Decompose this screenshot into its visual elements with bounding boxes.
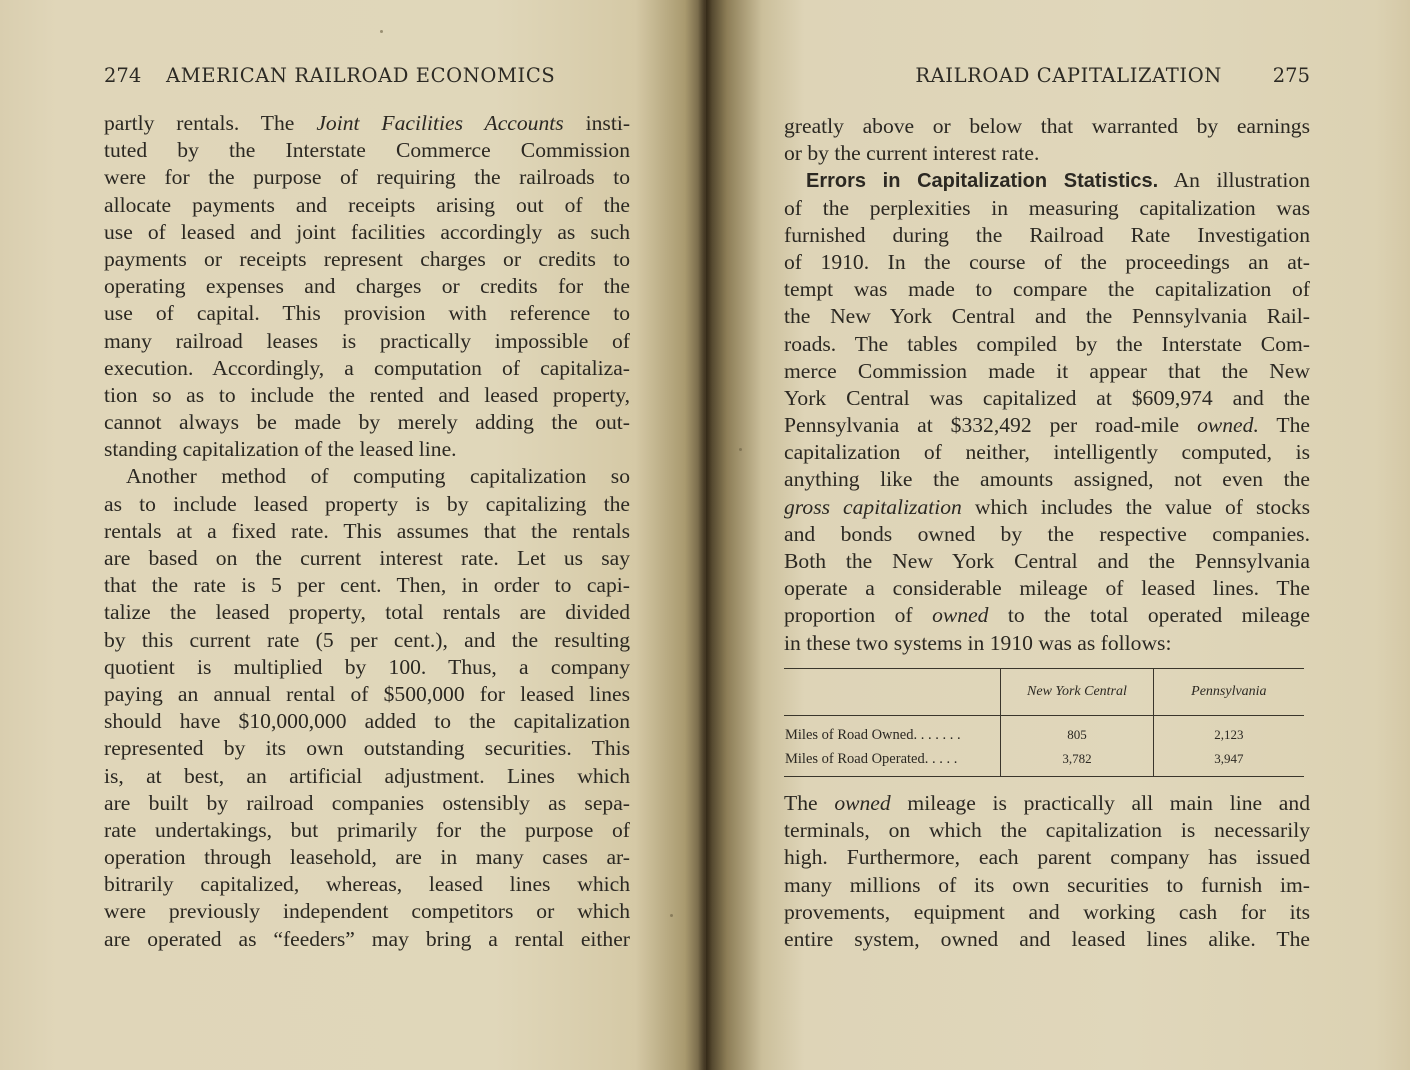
- row-label: Miles of Road Operated. . . . .: [785, 751, 958, 767]
- text-line: should have $10,000,000 added to the capitalization: [104, 709, 630, 734]
- text-line: in these two systems in 1910 was as follows:: [784, 630, 1172, 655]
- book-gutter: [698, 0, 712, 1070]
- paper-speck: [380, 30, 383, 33]
- text-line: tuted by the Interstate Commerce Commission: [104, 138, 630, 163]
- text-line: many millions of its own securities to furnish im-: [784, 872, 1310, 897]
- text-line: tempt was made to compare the capitalization of: [784, 277, 1310, 302]
- right-page-number: 275: [1272, 64, 1310, 87]
- text-line: of the perplexities in measuring capitalization was: [784, 195, 1310, 220]
- text-line: Another method of computing capitalization so: [126, 464, 630, 489]
- text-line: merce Commission made it appear that the New: [784, 358, 1310, 383]
- text-line: is, at best, an artificial adjustment. Lines which: [104, 763, 630, 788]
- text-line: are built by railroad companies ostensibly as sepa-: [104, 790, 630, 815]
- text-line: represented by its own outstanding securities. This: [104, 736, 630, 761]
- text-line: The owned mileage is practically all main line and: [784, 791, 1310, 815]
- table-header-nyc: New York Central: [1001, 669, 1153, 716]
- text-line: proportion of owned to the total operated mileage: [784, 603, 1310, 628]
- table-row: [784, 716, 1304, 748]
- text-line: payments or receipts represent charges or credits to: [104, 246, 630, 271]
- text-line: talize the leased property, total rentals are divided: [104, 600, 630, 625]
- text-line: rate undertakings, but primarily for the purpose of: [104, 817, 630, 842]
- text-line: were for the purpose of requiring the railroads to: [104, 165, 630, 190]
- text-line: greatly above or below that warranted by earnings: [784, 114, 1310, 138]
- right-running-head: [784, 64, 1310, 87]
- text-line: Both the New York Central and the Pennsylvania: [784, 549, 1310, 573]
- paper-speck: [739, 448, 742, 451]
- text-line: anything like the amounts assigned, not even the: [784, 467, 1310, 492]
- text-line: tion so as to include the rented and leased property,: [104, 382, 630, 407]
- left-running-title: AMERICAN RAILROAD ECONOMICS: [166, 64, 556, 87]
- right-body-text: [784, 113, 1310, 657]
- text-line: gross capitalization which includes the value of stocks: [784, 494, 1310, 519]
- text-line: use of capital. This provision with reference to: [104, 301, 630, 326]
- text-line: and bonds owned by the respective companies.: [784, 521, 1310, 546]
- row-label: Miles of Road Owned. . . . . . .: [785, 727, 961, 743]
- text-line: allocate payments and receipts arising out of the: [104, 192, 630, 217]
- text-line: high. Furthermore, each parent company has issued: [784, 845, 1310, 870]
- text-line: York Central was capitalized at $609,974 and the: [784, 385, 1310, 410]
- text-line: bitrarily capitalized, whereas, leased lines which: [104, 872, 630, 897]
- right-running-title: RAILROAD CAPITALIZATION: [915, 64, 1222, 87]
- text-line: as to include leased property is by capitalizing the: [104, 491, 630, 516]
- penn-value: 2,123: [1153, 716, 1304, 748]
- text-line: Pennsylvania at $332,492 per road-mile owned. The: [784, 413, 1310, 438]
- table-row: [784, 747, 1304, 777]
- text-line: are operated as “feeders” may bring a rental either: [104, 926, 630, 951]
- text-line: operating expenses and charges or credits for the: [104, 274, 630, 299]
- text-line: that the rate is 5 per cent. Then, in order to capi-: [104, 573, 630, 598]
- left-body-text: [104, 110, 630, 953]
- text-line: by this current rate (5 per cent.), and the resulting: [104, 627, 630, 652]
- text-line: or by the current interest rate.: [784, 141, 1040, 166]
- text-line: many railroad leases is practically impossible of: [104, 328, 630, 353]
- text-line: capitalization of neither, intelligently computed, is: [784, 440, 1310, 465]
- text-line: use of leased and joint facilities accordingly as such: [104, 219, 630, 244]
- text-line: entire system, owned and leased lines alike. The: [784, 926, 1310, 951]
- mileage-table: [784, 668, 1304, 777]
- text-line: roads. The tables compiled by the Interstate Com-: [784, 331, 1310, 356]
- section-heading: Errors in Capitalization Statistics.: [806, 170, 1159, 193]
- text-line: quotient is multiplied by 100. Thus, a company: [104, 654, 630, 679]
- left-page-number: 274: [104, 64, 142, 87]
- text-line: execution. Accordingly, a computation of capitaliza-: [104, 355, 630, 380]
- table-header-penn: Pennsylvania: [1153, 669, 1304, 716]
- text-line: operation through leasehold, are in many cases ar-: [104, 845, 630, 870]
- table-header-blank: [784, 669, 1001, 716]
- text-line: operate a considerable mileage of leased lines. The: [784, 576, 1310, 601]
- text-line: paying an annual rental of $500,000 for leased lines: [104, 681, 630, 706]
- text-line: standing capitalization of the leased line.: [104, 437, 457, 462]
- left-running-head: [104, 64, 630, 87]
- text-line: furnished during the Railroad Rate Investigation: [784, 222, 1310, 247]
- text-line: partly rentals. The Joint Facilities Accounts insti-: [104, 111, 631, 135]
- nyc-value: 805: [1001, 716, 1153, 748]
- text-line: the New York Central and the Pennsylvania Rail-: [784, 304, 1310, 329]
- right-page: [706, 0, 1410, 1070]
- text-line: are based on the current interest rate. Let us say: [104, 546, 630, 570]
- text-line: rentals at a fixed rate. This assumes that the rentals: [104, 518, 630, 543]
- paper-speck: [670, 914, 673, 917]
- nyc-value: 3,782: [1001, 747, 1153, 777]
- text-line: provements, equipment and working cash for its: [784, 899, 1310, 924]
- text-line: terminals, on which the capitalization is necessarily: [784, 818, 1310, 843]
- penn-value: 3,947: [1153, 747, 1304, 777]
- text-line: cannot always be made by merely adding the out-: [104, 410, 630, 435]
- text-line: of 1910. In the course of the proceedings an at-: [784, 249, 1310, 274]
- text-line: Errors in Capitalization Statistics. An illustration: [806, 168, 1311, 193]
- right-body-text-continued: [784, 790, 1310, 953]
- text-line: were previously independent competitors or which: [104, 899, 630, 924]
